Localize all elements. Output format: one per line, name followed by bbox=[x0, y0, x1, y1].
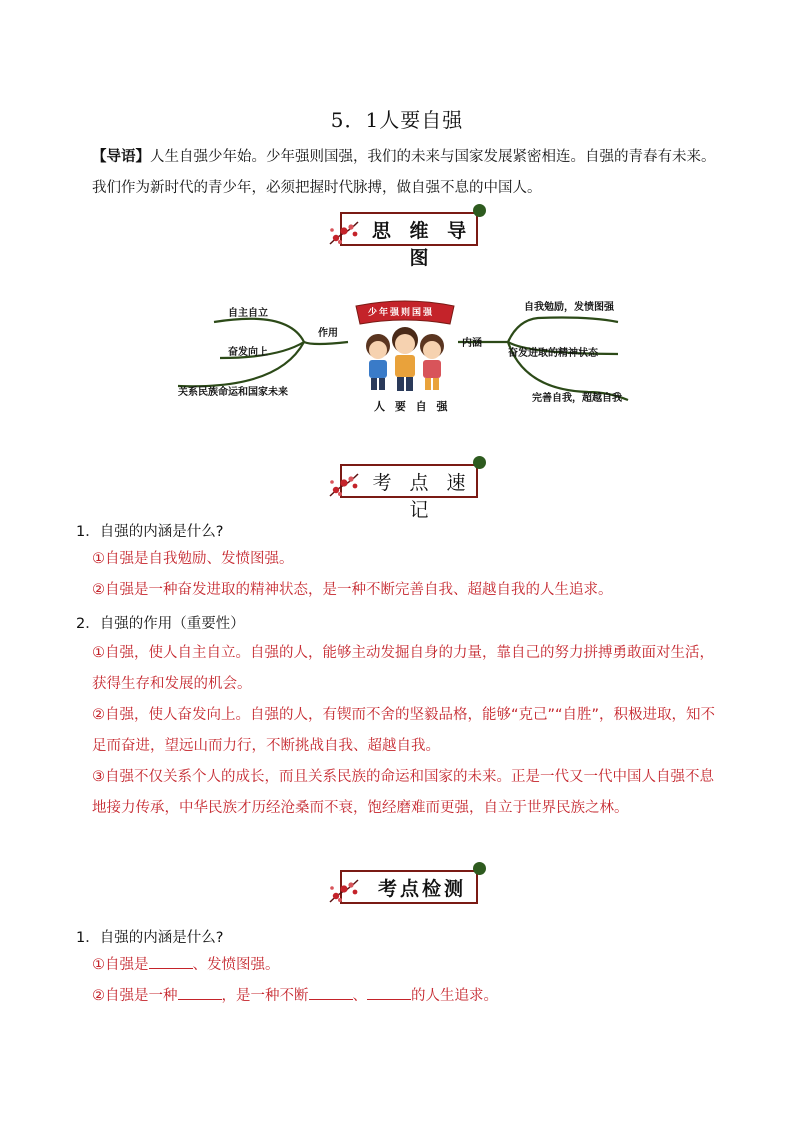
mind-map bbox=[168, 290, 638, 420]
test-answer-1a-suffix: 、发愤图强。 bbox=[192, 957, 280, 973]
fill-blank[interactable] bbox=[309, 987, 353, 1000]
review-paragraph-2: ②自强，使人奋发向上。自强的人，有锲而不舍的坚毅品格，能够“克己”“自胜”，积极进取，知不足而奋进，望远山而力行，不断挑战自我、超越自我。 bbox=[92, 707, 716, 754]
review-question-1: 1．自强的内涵是什么? bbox=[76, 524, 224, 540]
intro-paragraph bbox=[92, 142, 724, 204]
intro-lead: 【导语】 bbox=[92, 149, 150, 165]
section-title-mindmap: 思 维 导 图 bbox=[371, 220, 473, 269]
review-answer-1a: ①自强是自我勉励、发愤图强。 bbox=[92, 551, 294, 567]
mind-left-item-1: 自主自立 bbox=[228, 308, 268, 319]
section-banner-jiance bbox=[330, 864, 490, 910]
plum-blossom-icon bbox=[328, 876, 362, 906]
section-title-jiance: 考点检测 bbox=[377, 878, 466, 900]
test-answer-1a-prefix: ①自强是 bbox=[92, 957, 149, 973]
section-banner-mindmap bbox=[330, 206, 490, 269]
plum-blossom-icon bbox=[328, 218, 362, 248]
review-question-2: 2．自强的作用（重要性） bbox=[76, 616, 245, 632]
test-answer-1b-mid: ，是一种不断 bbox=[221, 988, 309, 1004]
test-answer-1b-prefix: ②自强是一种 bbox=[92, 988, 178, 1004]
test-answer-1a bbox=[92, 950, 722, 981]
mind-center-label: 人 要 自 强 bbox=[374, 400, 451, 413]
plum-blossom-icon bbox=[328, 470, 362, 500]
mind-left-branch: 作用 bbox=[318, 328, 338, 339]
section-title-kaodian: 考 点 速 记 bbox=[372, 472, 472, 521]
page-title: 5．1人要自强 bbox=[330, 108, 464, 132]
intro-text: 人生自强少年始。少年强则国强，我们的未来与国家发展紧密相连。自强的青春有未来。我们作为新时代的青少年，必须把握时代脉搏，做自强不息的中国人。 bbox=[92, 149, 716, 196]
mind-right-item-1: 自我勉励，发愤图强 bbox=[524, 302, 614, 313]
mind-right-item-2: 奋发进取的精神状态 bbox=[508, 348, 598, 359]
test-answer-1b-suffix: 的人生追求。 bbox=[411, 988, 498, 1004]
test-answer-1b bbox=[92, 981, 722, 1012]
review-paragraph-1: ①自强，使人自主自立。自强的人，能够主动发掘自身的力量，靠自己的努力拼搏勇敢面对生活，获得生存和发展的机会。 bbox=[92, 645, 714, 692]
section-banner-kaodian bbox=[330, 458, 490, 521]
test-question-1: 1．自强的内涵是什么? bbox=[76, 930, 224, 946]
mind-left-item-2: 奋发向上 bbox=[228, 347, 268, 358]
review-paragraph-3: ③自强不仅关系个人的成长，而且关系民族的命运和国家的未来。正是一代又一代中国人自强不息地接力传承，中华民族才历经沧桑而不衰，饱经磨难而更强，自立于世界民族之林。 bbox=[92, 769, 714, 816]
mind-left-item-3: 关系民族命运和国家未来 bbox=[178, 387, 288, 398]
test-answer-1b-sep: 、 bbox=[352, 988, 367, 1004]
fill-blank[interactable] bbox=[149, 956, 193, 969]
mind-right-branch: 内涵 bbox=[462, 338, 482, 349]
review-answer-1b: ②自强是一种奋发进取的精神状态，是一种不断完善自我、超越自我的人生追求。 bbox=[92, 582, 613, 598]
fill-blank[interactable] bbox=[178, 987, 222, 1000]
mind-center-banner: 少年强则国强 bbox=[368, 308, 435, 318]
fill-blank[interactable] bbox=[367, 987, 411, 1000]
mind-right-item-3: 完善自我，超越自我 bbox=[532, 393, 622, 404]
